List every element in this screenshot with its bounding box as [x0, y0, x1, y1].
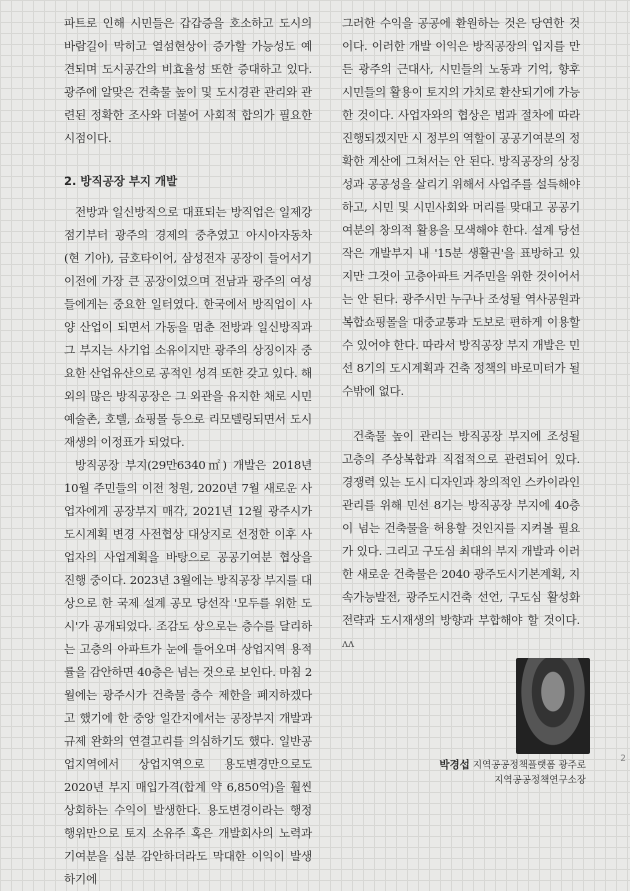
left-column [64, 12, 312, 891]
paragraph: 그러한 수익을 공공에 환원하는 것은 당연한 것이다. 이러한 개발 이익은 방직공장의 입지를 만든 광주의 근대사, 시민들의 노동과 기억, 향후 시민들의 활용이 토지의 가치로 환산되기에 가능한 것이다. 사업자와의 협상은 법과 절차에 따라 진행되겠지만 시 정부의 역할이 공공기여분의 정확한 계산에 그쳐서는 안 된다. 방직공장의 상징성과 공공성을 살리기 위해서 사업주를 설득해야 하고, 시민 및 시민사회와 머리를 맞대고 공공기여분의 창의적 활용을 모색해야 한다. 설계 당선작은 개발부지 내 '15분 생활권'을 표방하고 있지만 그것이 고층아파트 거주민을 위한 것이어서는 안 된다. 광주시민 누구나 조성될 역사공원과 복합쇼핑몰을 대중교통과 도보로 편하게 이용할 수 있어야 한다. 따라서 방직공장 부지 개발은 민선 8기의 도시계획과 건축 정책의 바로미터가 될 수밖에 없다. [342, 16, 580, 398]
author-credit [439, 758, 586, 788]
paragraph [342, 425, 580, 655]
end-mark: ʌʌ [342, 637, 355, 650]
paragraph: 방직공장 부지(29만6340㎡) 개발은 2018년 10월 주민들의 이전 청원, 2020년 7월 새로운 사업자에게 공장부지 매각, 2021년 12월 광주시가 도시계획 변경 사전협상 대상지로 선정한 이후 사업자의 사업계획을 바탕으로 공공기여분 협상을 진행 중이다. 2023년 3월에는 방직공장 부지를 대상으로 한 국제 설계 공모 당선작 '모두를 위한 도시'가 공개되었다. 조감도 상으로는 층수를 달리하는 고층의 아파트가 눈에 들어오며 상업지역 용적률을 감안하면 40층은 넘는 것으로 보인다. 마침 2월에는 광주시가 건축물 층수 제한을 폐지하겠다고 했기에 한 중앙 일간지에서는 공장부지 개발과 규제 완화의 연결고리를 의심하기도 했다. 일반공업지역에서 상업지역으로 용도변경만으로도 2020년 부지 매입가격(합계 약 6,850억)을 훨씬 상회하는 수익이 발생한다. 용도변경이라는 행정행위만으로 토지 소유주 혹은 개발회사의 노력과 기여분을 십분 감안하더라도 막대한 이익이 발생하기에 [64, 458, 312, 886]
author-name: 박경섭 [439, 759, 470, 771]
section-heading: 2. 방직공장 부지 개발 [64, 174, 178, 188]
author-photo [516, 658, 590, 754]
paragraph: 파트로 인해 시민들은 갑갑증을 호소하고 도시의 바람길이 막히고 열섬현상이 증가할 가능성도 예견되며 도시공간의 비효율성 또한 증대하고 있다. 광주에 알맞은 건축물 높이 및 도시경관 관리와 관련된 정확한 조사와 더불어 사회적 합의가 필요한 시점이다. [64, 16, 312, 145]
right-column [342, 12, 580, 655]
author-affiliation: 지역공공정책플랫폼 광주로 [472, 760, 586, 771]
page-number: 2 [620, 754, 626, 764]
paragraph-text: 건축물 높이 관리는 방직공장 부지에 조성될 고층의 주상복합과 직접적으로 관련되어 있다. 경쟁력 있는 도시 디자인과 창의적인 스카이라인 관리를 위해 민선 8기는 방직공장 부지에 40층이 넘는 건축물을 허용할 것인지를 지켜볼 필요가 있다. 그리고 구도심 최대의 부지 개발과 이러한 새로운 건축물은 2040 광주도시기본계획, 지속가능발전, 광주도시건축 선언, 구도심 활성화 전략과 도시재생의 방향과 부합해야 할 것이다. [342, 429, 580, 627]
author-box [340, 658, 586, 790]
paragraph: 전방과 일신방직으로 대표되는 방직업은 일제강점기부터 광주의 경제의 중추였고 아시아자동차(현 기아), 금호타이어, 삼성전자 공장이 들어서기 이전에 가장 큰 공장이었으며 전남과 광주의 여성들에게는 중요한 일터였다. 한국에서 방직업이 사양 산업이 되면서 가동을 멈춘 전방과 일신방직과 그 부지는 사기업 소유이지만 광주의 상징이자 중요한 산업유산으로 공적인 성격 또한 갖고 있다. 해외의 많은 방직공장은 그 외관을 유지한 채로 시민예술촌, 호텔, 쇼핑몰 등으로 리모델링되면서 도시재생의 이정표가 되었다. [64, 205, 312, 449]
author-title: 지역공공정책연구소장 [494, 775, 586, 786]
